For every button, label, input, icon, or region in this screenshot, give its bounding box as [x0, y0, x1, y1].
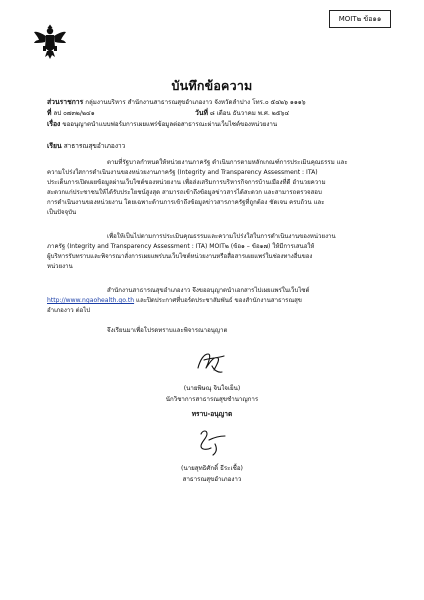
date-label: วันที่	[195, 109, 208, 117]
website-link[interactable]: http://www.ngaohealth.go.th	[47, 297, 135, 304]
reference-box: MOIT๒ ข้อ๑๑	[329, 10, 391, 28]
p1-line: ความโปร่งใสการดำเนินงานของหน่วยงานภาครัฐ (Integrity and Transparency Assessment : ITA)	[47, 169, 318, 176]
ref-label: ที่	[47, 109, 52, 117]
agency-label: ส่วนราชการ	[47, 98, 84, 106]
p3-line: สำนักงานสาธารณสุขอำเภองาว จึงขออนุญาตนำเอกสารไปเผยแพร่ในเว็บไซต์	[107, 287, 310, 294]
p1-line: เป็นปัจจุบัน	[47, 209, 77, 216]
subject-value: ขออนุญาตนำแบบฟอร์มการเผยแพร่ข้อมูลต่อสาธารณะผ่านเว็บไซต์ของหน่วยงาน	[62, 121, 278, 128]
signatory-2-position: สาธารณสุขอำเภองาว	[182, 476, 242, 483]
p1-line: สะดวกแก่ประชาชนให้ได้รับประโยชน์สูงสุด สามารถเข้าถึงข้อมูลข่าวสารได้สะดวก และสามารถตรวจสอบ	[47, 189, 322, 196]
p3-line	[47, 296, 302, 306]
p2-line: เพื่อให้เป็นไปตามการประเมินคุณธรรมและความโปร่งใสในการดำเนินงานของหน่วยงาน	[107, 233, 336, 240]
signatory-1-position: นักวิชาการสาธารณสุขชำนาญการ	[165, 396, 259, 403]
p3-line-rest: และปิดประกาศที่บอร์ดประชาสัมพันธ์ ของสำนักงานสาธารณสุข	[134, 297, 302, 304]
p1-line: ประเด็นการเปิดเผยข้อมูลผ่านเว็บไซต์ของหน่วยงาน เพื่อส่งเสริมการบริหารกิจการบ้านเมืองที่ดี อำนวยความ	[47, 179, 326, 186]
closing-line: จึงเรียนมาเพื่อโปรดทราบและพิจารณาอนุญาต	[107, 327, 228, 334]
p2-line: หน่วยงาน	[47, 263, 73, 270]
p2-line: ผู้บริหารรับทราบและพิจารณาสั่งการเผยแพร่บนเว็บไซต์หน่วยงานหรือสื่อสารเผยแพร่ในช่องทางอื่นของ	[47, 253, 313, 260]
subject-row	[47, 119, 277, 130]
signatory-2-name: (นายสุทธิศักดิ์ ธีระเชื้อ)	[181, 465, 243, 472]
salutation-label: เรียน	[47, 142, 62, 150]
p2-line: ภาครัฐ (Integrity and Transparency Assessment : ITA) MOIT๒ (ข้อ๑ – ข้อ๑๗) ให้มีการเสนอให้	[47, 243, 315, 250]
agency-row	[47, 97, 306, 108]
signature-2	[193, 426, 229, 458]
subject-label: เรื่อง	[47, 120, 61, 128]
salutation	[47, 140, 125, 151]
p3-line: อำเภองาว ต่อไป	[47, 307, 91, 314]
p1-line: ตามที่รัฐบาลกำหนดให้หน่วยงานภาครัฐ ดำเนินการตามหลักเกณฑ์การประเมินคุณธรรม และ	[107, 159, 348, 166]
signatory-1-name: (นายพิษณุ จินใจเย็น)	[183, 385, 241, 392]
p1-line: การดำเนินงานของหน่วยงาน โดยเฉพาะด้านการเข้าถึงข้อมูลข่าวสารภาครัฐที่ถูกต้อง ชัดเจน ครบถ้วน และ	[47, 199, 325, 206]
agency-value: กลุ่มงานบริหาร สำนักงานสาธารณสุขอำเภองาว จังหวัดลำปาง โทร.๐ ๕๔๒๖ ๑๑๑๖	[85, 99, 306, 106]
date-value: ๘ เดือน ธันวาคม พ.ศ. ๒๕๖๔	[209, 110, 290, 117]
memo-title: บันทึกข้อความ	[171, 78, 253, 93]
garuda-emblem-icon	[33, 24, 67, 60]
signature-1	[194, 346, 228, 376]
ref-row	[47, 108, 95, 119]
date-row	[195, 108, 289, 119]
ref-value: ลป ๐๗๓๒/๒๔๑	[53, 110, 95, 117]
approval-text: ทราบ-อนุญาต	[191, 410, 233, 418]
salutation-value: สาธารณสุขอำเภองาว	[63, 142, 126, 150]
